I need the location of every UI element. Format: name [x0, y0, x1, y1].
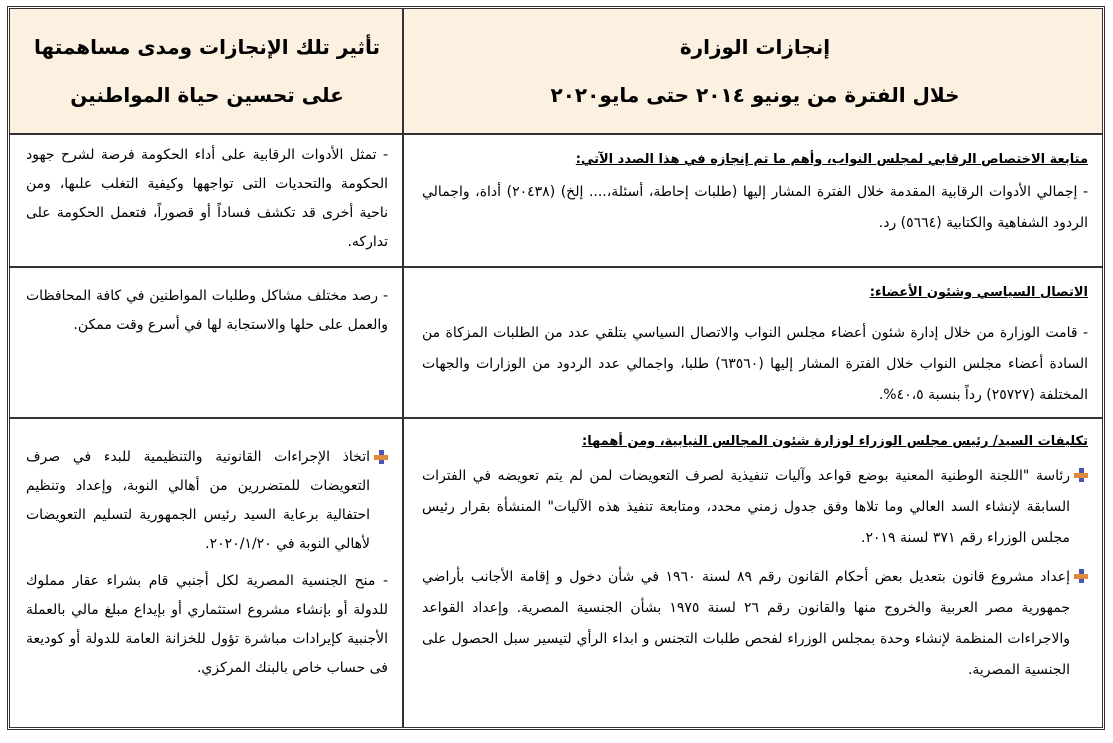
table-row [10, 135, 1102, 268]
list-item [422, 461, 1088, 554]
header-title: إنجازات الوزارة [679, 35, 831, 59]
achievement-text: - قامت الوزارة من خلال إدارة شئون أعضاء مجلس النواب والاتصال السياسي بتلقي عدد من الطلبات المزكاة من السادة أعضاء مجلس النواب خلال الفترة المشار إليها (٦٣٥٦٠) طلبا، واجمالي عدد الردود من الوزارات والجهات المختلفة (٢٥٧٢٧) رداً بنسبة ٤٠،٥%. [422, 325, 1088, 403]
impact-cell [10, 419, 402, 727]
header-impact-cell [10, 9, 402, 133]
header-impact-line1: تأثير تلك الإنجازات ومدى مساهمتها [33, 35, 381, 59]
impact-cell [10, 135, 402, 266]
table-row [10, 419, 1102, 727]
impact-text: اتخاذ الإجراءات القانونية والتنظيمية للبدء في صرف التعويضات للمتضررين من أهالي النوبة، وإعداد وتنظيم احتفالية برعاية السيد رئيس الجمهورية لتسليم التعويضات لأهالي النوبة في ٢٠٢٠/١/٢٠. [26, 449, 370, 552]
achievement-cell [402, 268, 1102, 417]
section-heading: تكليفات السيد/ رئيس مجلس الوزراء لوزارة شئون المجالس النيابية، ومن أهمها: [582, 434, 1088, 449]
impact-text: - تمثل الأدوات الرقابية على أداء الحكومة فرصة لشرح جهود الحكومة والتحديات التى تواجهها وكيفية التغلب علىها، ومن ناحية أخرى قد تكشف فساداً أو قصوراً، فتعمل الحكومة على تداركه. [26, 147, 388, 250]
list-item [422, 562, 1088, 686]
table-header-row [10, 9, 1102, 135]
impact-cell [10, 268, 402, 417]
square-bullet-icon [1074, 569, 1088, 583]
section-heading: متابعة الاختصاص الرقابي لمجلس النواب، وأهم ما تم إنجازه في هذا الصدد الآتي: [575, 152, 1088, 167]
list-item-text: رئاسة "اللجنة الوطنية المعنية بوضع قواعد وآليات تنفيذية لصرف التعويضات لمن لم يتم تعويضه في الفترات السابقة لإنشاء السد العالي وما تلاها وفق جدول زمني محدد، ومتابعة تنفيذ هذه الآليات" المنشأة بقرار رئيس مجلس الوزراء رقم ٣٧١ لسنة ٢٠١٩. [422, 468, 1070, 546]
table-row [10, 268, 1102, 419]
impact-text: - منح الجنسية المصرية لكل أجنبي قام بشراء عقار مملوك للدولة أو بإنشاء مشروع استثماري أو بإيداع مبلغ مالي بالعملة الأجنبية كإيرادات مباشرة تؤول للخزانة العامة للدولة أو كوديعة فى حساب خاص بالبنك المركزي. [26, 573, 388, 676]
achievements-table [7, 6, 1105, 730]
list-item [26, 443, 388, 559]
section-heading: الاتصال السياسي وشئون الأعضاء: [869, 285, 1088, 300]
impact-text: - رصد مختلف مشاكل وطلبات المواطنين في كافة المحافظات والعمل على حلها والاستجابة لها في أسرع وقت ممكن. [26, 288, 388, 333]
square-bullet-icon [374, 450, 388, 464]
achievement-cell [402, 419, 1102, 727]
list-item-text: إعداد مشروع قانون بتعديل بعض أحكام القانون رقم ٨٩ لسنة ١٩٦٠ في شأن دخول و إقامة الأجانب بأراضي جمهورية مصر العربية والخروج منها والقانون رقم ٢٦ لسنة ١٩٧٥ بشأن الجنسية المصرية. وإعداد القواعد والاجراءات المنظمة لإنشاء وحدة بمجلس الوزراء لفحص طلبات التجنس و ابداء الرأي لتيسير سبل الحصول على الجنسية المصرية. [422, 569, 1070, 678]
header-period: خلال الفترة من يونيو ٢٠١٤ حتى مايو٢٠٢٠ [550, 83, 960, 107]
achievement-text: - إجمالي الأدوات الرقابية المقدمة خلال الفترة المشار إليها (طلبات إحاطة، أسئلة،.... إلخ) (٢٠٤٣٨) أداة، واجمالي الردود الشفاهية والكتابية (٥٦٦٤) رد. [422, 184, 1088, 231]
header-impact-line2: على تحسين حياة المواطنين [70, 83, 344, 107]
square-bullet-icon [1074, 468, 1088, 482]
header-achievements-cell [402, 9, 1102, 133]
achievement-cell [402, 135, 1102, 266]
